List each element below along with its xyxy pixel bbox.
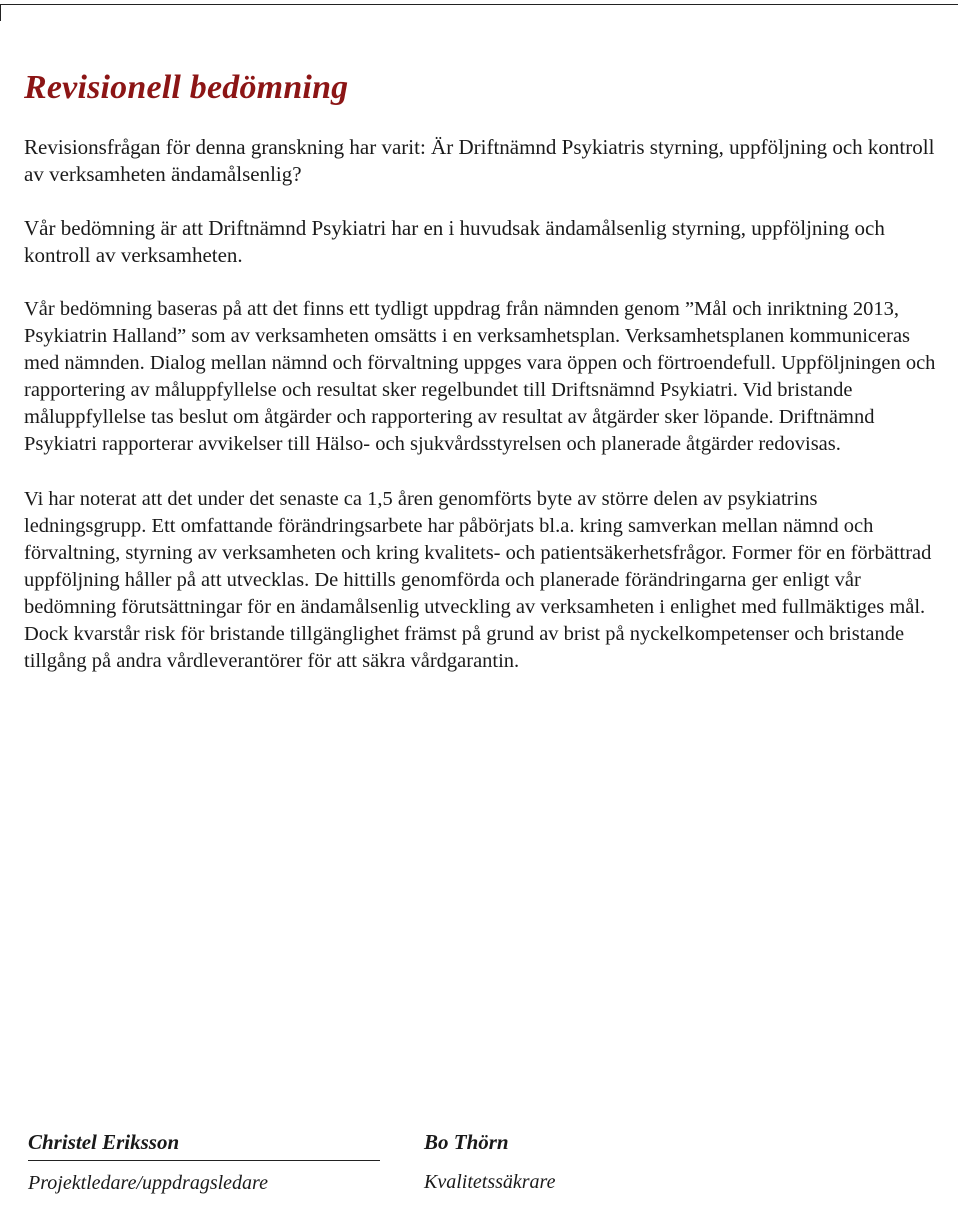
paragraph-observations: Vi har noterat att det under det senaste ca 1,5 åren genomförts byte av större delen av psykiatrins ledningsgrupp. Ett omfattande förändringsarbete har påbörjats bl.a. kring samverkan mellan nämnd och förvaltning, styrning av verksamheten och kring kvalitets- och patientsäkerhetsfrågor. Former för en förbättrad uppföljning håller på att utvecklas. De hittills genomförda och planerade förändringarna ger enligt vår bedömning förutsättningar för en ändamålsenlig utveckling av verksamheten i enlighet med fullmäktiges mål. Dock kvarstår risk för bristande tillgänglighet främst på grund av brist på nyckelkompetenser och bristande tillgång på andra vårdleverantörer för att säkra vårdgarantin. [24, 488, 932, 672]
signature-block-left [28, 1128, 380, 1197]
signature-name: Christel Eriksson [28, 1128, 380, 1161]
signature-role: Kvalitetssäkrare [424, 1171, 556, 1193]
signature-name: Bo Thörn [424, 1130, 509, 1154]
paragraph-assessment: Vår bedömning är att Driftnämnd Psykiatri har en i huvudsak ändamålsenlig styrning, uppföljning och kontroll av verksamheten. [24, 216, 885, 267]
document-body [24, 64, 944, 703]
page-title: Revisionell bedömning [24, 69, 349, 106]
paragraph-basis: Vår bedömning baseras på att det finns ett tydligt uppdrag från nämnden genom ”Mål och inriktning 2013, Psykiatrin Halland” som av verksamheten omsätts i en verksamhetsplan. Verksamhetsplanen kommuniceras med nämnden. Dialog mellan nämnd och förvaltning uppges vara öppen och förtroendefull. Uppföljningen och rapportering av måluppfyllelse och resultat sker regelbundet till Driftsnämnd Psykiatri. Vid bristande måluppfyllelse tas beslut om åtgärder och rapportering av resultat av åtgärder sker löpande. Driftnämnd Psykiatri rapporterar avvikelser till Hälso- och sjukvårdsstyrelsen och planerade åtgärder redovisas. [24, 298, 936, 455]
signature-role: Projektledare/uppdragsledare [28, 1172, 268, 1194]
signature-block-right [424, 1128, 724, 1196]
page-corner-mark [0, 4, 1, 21]
page-top-border [0, 4, 958, 5]
paragraph-revision-question: Revisionsfrågan för denna granskning har varit: Är Driftnämnd Psykiatris styrning, uppföljning och kontroll av verksamheten ändamålsenlig? [24, 135, 935, 186]
